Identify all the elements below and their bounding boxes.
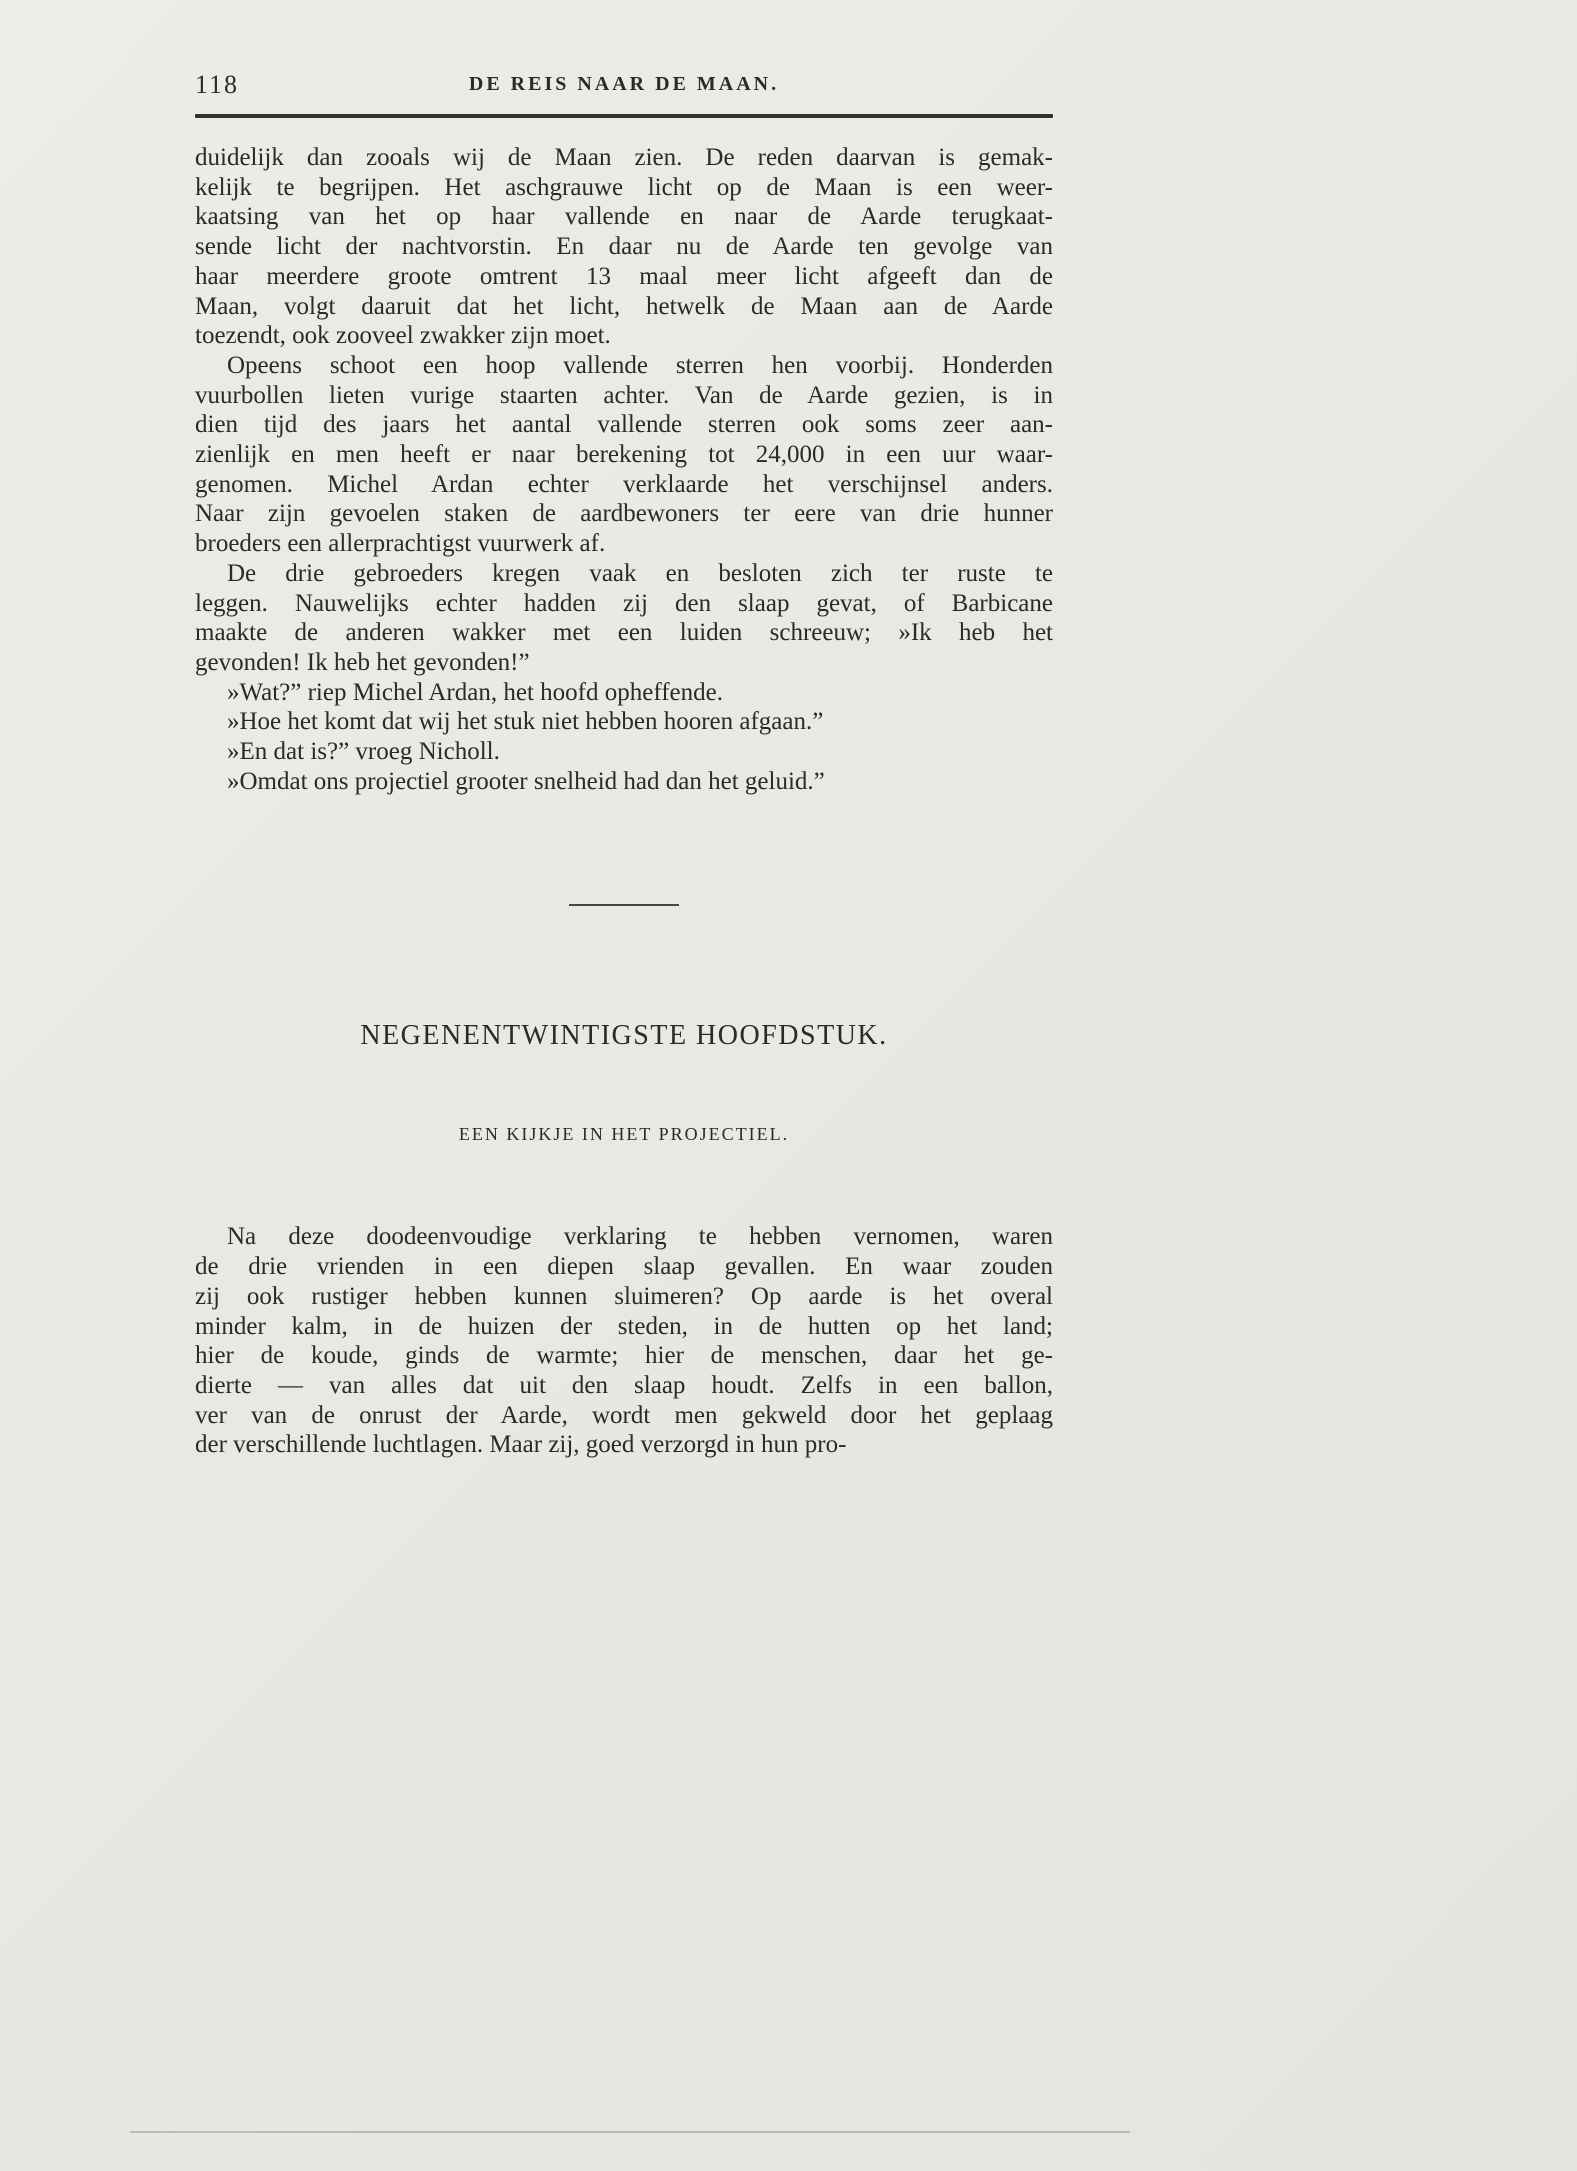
text-line: genomen. Michel Ardan echter verklaarde het verschijnsel anders. [195,470,1053,498]
text-line: »Hoe het komt dat wij het stuk niet hebben hooren afgaan.” [227,708,824,736]
chapter-heading: NEGENENTWINTIGSTE HOOFDSTUK. [360,1020,888,1052]
text-line: gevonden! Ik heb het gevonden!” [195,648,530,676]
text-line: »Wat?” riep Michel Ardan, het hoofd opheffende. [227,678,723,706]
text-line: sende licht der nachtvorstin. En daar nu de Aarde ten gevolge van [195,233,1053,261]
text-line: De drie gebroeders kregen vaak en besloten zich ter ruste te [227,559,1053,587]
paragraph [195,707,1053,737]
text-line: Naar zijn gevoelen staken de aardbewoners ter eere van drie hunner [195,500,1053,528]
text-line: Opeens schoot een hoop vallende sterren hen voorbij. Honderden [227,351,1053,379]
text-block [195,143,1053,1460]
text-line: leggen. Nauwelijks echter hadden zij den slaap gevat, of Barbicane [195,589,1053,617]
text-line: ver van de onrust der Aarde, wordt men gekweld door het geplaag [195,1401,1053,1429]
paragraph [195,143,1053,351]
paragraph [195,559,1053,678]
text-line: dierte — van alles dat uit den slaap houdt. Zelfs in een ballon, [195,1371,1053,1399]
text-line: »En dat is?” vroeg Nicholl. [227,738,500,766]
section-divider [569,904,679,906]
text-line: hier de koude, ginds de warmte; hier de menschen, daar het ge- [195,1342,1053,1370]
text-line: de drie vrienden in een diepen slaap gevallen. En waar zouden [195,1253,1053,1281]
text-line: zienlijk en men heeft er naar berekening tot 24,000 in een uur waar- [195,441,1053,469]
page-number: 118 [195,70,240,99]
text-line: kelijk te begrijpen. Het aschgrauwe licht op de Maan is een weer- [195,173,1053,201]
paragraph [195,767,1053,797]
text-line: vuurbollen lieten vurige staarten achter. Van de Aarde gezien, is in [195,381,1053,409]
body-text-bottom [195,1222,1053,1460]
text-line: minder kalm, in de huizen der steden, in de hutten op het land; [195,1312,1053,1340]
paragraph [195,737,1053,767]
text-line: dien tijd des jaars het aantal vallende sterren ook soms zeer aan- [195,411,1053,439]
text-line: duidelijk dan zooals wij de Maan zien. De reden daarvan is gemak- [195,144,1053,171]
text-line: kaatsing van het op haar vallende en naar de Aarde terugkaat- [195,203,1053,231]
paragraph [195,351,1053,559]
text-line: Maan, volgt daaruit dat het licht, hetwelk de Maan aan de Aarde [195,292,1053,320]
header-rule [195,114,1053,118]
text-line: maakte de anderen wakker met een luiden schreeuw; »Ik heb het [195,619,1053,647]
text-line: der verschillende luchtlagen. Maar zij, goed verzorgd in hun pro- [195,1431,847,1459]
page-header [195,70,1053,102]
scan-artifact-line [130,2131,1130,2133]
paragraph [195,678,1053,708]
text-line: broeders een allerprachtigst vuurwerk af. [195,530,606,558]
running-title: DE REIS NAAR DE MAAN. [468,73,780,95]
text-line: zij ook rustiger hebben kunnen sluimeren? Op aarde is het overal [195,1282,1053,1310]
text-line: Na deze doodeenvoudige verklaring te hebben vernomen, waren [227,1223,1053,1251]
text-line: toezendt, ook zooveel zwakker zijn moet. [195,322,611,350]
text-line: »Omdat ons projectiel grooter snelheid had dan het geluid.” [227,767,825,795]
body-text-top [195,143,1053,796]
chapter-subtitle: EEN KIJKJE IN HET PROJECTIEL. [458,1124,790,1145]
text-line: haar meerdere groote omtrent 13 maal meer licht afgeeft dan de [195,262,1053,290]
paragraph [195,1222,1053,1460]
